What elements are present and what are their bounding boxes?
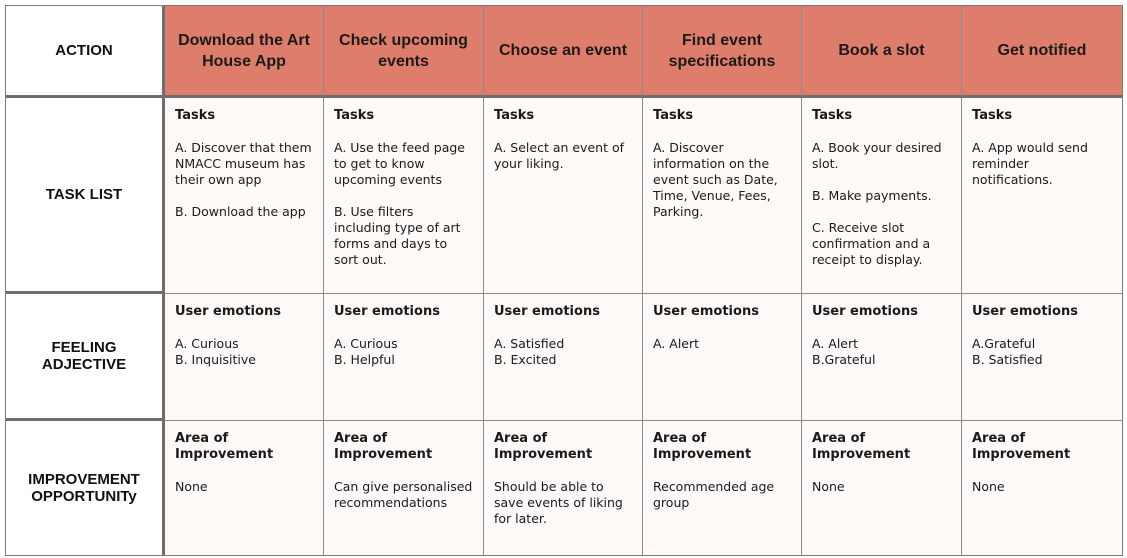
row-label-action: ACTION <box>6 6 165 98</box>
task-item: A. Discover that them NMACC museum has their own app <box>175 140 312 187</box>
task-item: B. Download the app <box>175 204 306 219</box>
emotion-item: A.Grateful <box>972 336 1036 351</box>
emotions-cell <box>165 294 324 421</box>
improvement-cell <box>324 421 484 555</box>
journey-map-table <box>5 5 1123 556</box>
emotions-title: User emotions <box>812 304 918 319</box>
task-item: A. App would send reminder notifications. <box>972 140 1088 187</box>
row-label-task-list: TASK LIST <box>6 98 165 294</box>
tasks-title: Tasks <box>175 108 216 123</box>
emotions-cell <box>643 294 802 421</box>
action-header: Download the Art House App <box>165 6 324 98</box>
emotion-item: A. Alert <box>653 336 700 351</box>
task-item: B. Make payments. <box>812 188 932 203</box>
tasks-cell <box>324 98 484 294</box>
emotions-cell <box>324 294 484 421</box>
improvement-cell <box>643 421 802 555</box>
emotions-title: User emotions <box>494 304 600 319</box>
improvement-title: Area of Improvement <box>972 431 1071 462</box>
improvement-text: Should be able to save events of liking for later. <box>494 479 623 526</box>
improvement-text: None <box>812 479 845 494</box>
improvement-text: Can give personalised recommendations <box>334 479 473 510</box>
tasks-cell <box>484 98 643 294</box>
improvement-text: Recommended age group <box>653 479 775 510</box>
emotion-item: B. Excited <box>494 352 557 367</box>
emotion-item: B. Satisfied <box>972 352 1043 367</box>
emotion-item: A. Curious <box>175 336 239 351</box>
action-header: Check upcoming events <box>324 6 484 98</box>
task-item: A. Select an event of your liking. <box>494 140 624 171</box>
tasks-title: Tasks <box>494 108 535 123</box>
action-header: Find event specifications <box>643 6 802 98</box>
tasks-cell <box>165 98 324 294</box>
action-header: Get notified <box>962 6 1122 98</box>
improvement-text: None <box>175 479 208 494</box>
tasks-title: Tasks <box>812 108 853 123</box>
tasks-cell <box>962 98 1122 294</box>
emotions-title: User emotions <box>972 304 1078 319</box>
action-header: Choose an event <box>484 6 643 98</box>
emotions-title: User emotions <box>175 304 281 319</box>
tasks-title: Tasks <box>972 108 1013 123</box>
improvement-title: Area of Improvement <box>812 431 911 462</box>
tasks-title: Tasks <box>653 108 694 123</box>
improvement-title: Area of Improvement <box>175 431 274 462</box>
emotion-item: B. Helpful <box>334 352 395 367</box>
improvement-title: Area of Improvement <box>653 431 752 462</box>
tasks-title: Tasks <box>334 108 375 123</box>
row-label-feeling-adjective: FEELING ADJECTIVE <box>6 294 165 421</box>
improvement-text: None <box>972 479 1005 494</box>
task-item: A. Use the feed page to get to know upcoming events <box>334 140 465 187</box>
task-item: A. Discover information on the event such as Date, Time, Venue, Fees, Parking. <box>653 140 778 219</box>
emotion-item: A. Satisfied <box>494 336 565 351</box>
improvement-title: Area of Improvement <box>334 431 433 462</box>
improvement-cell <box>802 421 962 555</box>
emotions-title: User emotions <box>334 304 440 319</box>
emotion-item: A. Curious <box>334 336 398 351</box>
emotions-cell <box>962 294 1122 421</box>
emotion-item: B. Inquisitive <box>175 352 256 367</box>
row-label-improvement-opportunity: IMPROVEMENT OPPORTUNITy <box>6 421 165 555</box>
tasks-cell <box>643 98 802 294</box>
task-item: C. Receive slot confirmation and a receipt to display. <box>812 220 931 267</box>
action-header: Book a slot <box>802 6 962 98</box>
improvement-cell <box>165 421 324 555</box>
emotions-cell <box>802 294 962 421</box>
tasks-cell <box>802 98 962 294</box>
improvement-cell <box>484 421 643 555</box>
improvement-title: Area of Improvement <box>494 431 593 462</box>
emotions-title: User emotions <box>653 304 759 319</box>
task-item: A. Book your desired slot. <box>812 140 942 171</box>
improvement-cell <box>962 421 1122 555</box>
emotions-cell <box>484 294 643 421</box>
task-item: B. Use filters including type of art forms and days to sort out. <box>334 204 461 267</box>
emotion-item: B.Grateful <box>812 352 876 367</box>
emotion-item: A. Alert <box>812 336 859 351</box>
